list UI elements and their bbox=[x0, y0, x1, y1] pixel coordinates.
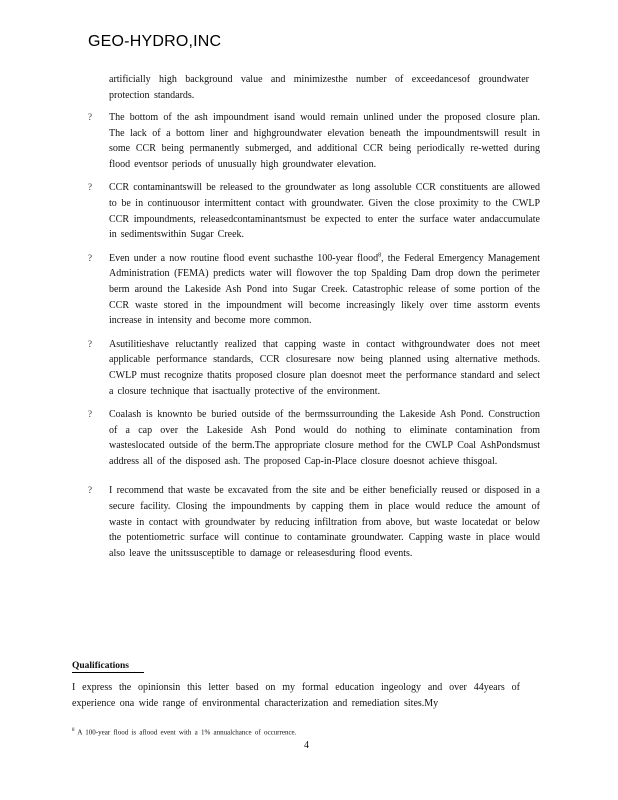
company-header: GEO-HYDRO,INC bbox=[88, 33, 222, 50]
bullet-marker-icon: ? bbox=[88, 112, 92, 122]
bullet-text: , the Federal Emergency Management Administration (FEMA) predicts water will flowover the top Spalding Dam drop down the perimeter berm around the Lakeside Ash Pond into Sugar Creek. Catastrophic release of some portion of the CCR waste stored in the impoundment will become increasingly likely over time asstorm events increase in intensity and become more common. bbox=[109, 252, 540, 327]
footnote-text: A 100-year flood is aflood event with a 1% annualchance of occurrence. bbox=[77, 728, 297, 737]
bullet-item bbox=[88, 407, 540, 469]
bullet-text: Coalash is knownto be buried outside of the bermssurrounding the Lakeside Ash Pond. Construction of a cap over the Lakeside Ash Pond would do nothing to eliminate contamination from wasteslocated outside of the berm.The appropriate closure method for the CWLP Coal AshPondsmust address all of the disposed ash. The proposed Cap-in-Place closure doesnot achieve thisgoal. bbox=[109, 409, 540, 467]
bullet-item bbox=[88, 337, 540, 399]
bullet-text: CCR contaminantswill be released to the groundwater as long assoluble CCR constituents are allowed to be in continuousor intermittent contact with groundwater. Given the close proximity to the CWLP CCR impoundments, releasedcontaminantsmust be expected to enter the surface water andaccumulate in sedimentswithin Sugar Creek. bbox=[109, 182, 540, 241]
bullet-marker-icon: ? bbox=[88, 485, 92, 496]
qualifications-heading: Qualifications bbox=[72, 661, 144, 673]
page-number: 4 bbox=[304, 740, 309, 751]
qualifications-paragraph: I express the opinionsin this letter based on my formal education ingeology and over 44years of experience ona wide range of environmental characterization and remediation sites.My bbox=[72, 682, 520, 709]
bullet-text: Even under a now routine flood event suchasthe 100-year flood bbox=[109, 252, 379, 264]
bullet-item bbox=[88, 483, 540, 561]
bullet-item bbox=[88, 251, 540, 329]
bullet-text: The bottom of the ash impoundment isand would remain unlined under the proposed closure plan. The lack of a bottom liner and highgroundwater elevation beneath the impoundmentswill result in some CCR being permanently submerged, and additional CCR being periodically re-wetted during flood eventsor periods of unusually high groundwater elevation. bbox=[109, 112, 540, 170]
footnote bbox=[72, 728, 296, 736]
bullet-text: I recommend that waste be excavated from the site and be either beneficially reused or disposed in a secure facility. Closing the impoundments by capping them in place would reduce the amount of waste in contact with groundwater by reducing infiltration from above, but waste locatedat or below the potentiometric surface will continue to contaminate groundwater. Capping waste in place would also leave the unitssusceptible to damage or releasesduring flood events. bbox=[109, 485, 540, 559]
bullet-item bbox=[88, 110, 540, 172]
bullet-text: Asutilitieshave reluctantly realized that capping waste in contact withgroundwater does not meet applicable performance standards, CCR closuresare now being planned using alternative methods. CWLP must recognize thatits proposed closure plan doesnot meet the performance standard and select a closure technique that isactually protective of the environment. bbox=[109, 338, 540, 397]
bullet-marker-icon: ? bbox=[88, 182, 92, 193]
bullet-list bbox=[88, 110, 540, 569]
bullet-item bbox=[88, 180, 540, 242]
bullet-marker-icon: ? bbox=[88, 252, 92, 263]
continuation-paragraph: artificially high background value and minimizesthe number of exceedancesof groundwater protection standards. bbox=[109, 74, 529, 101]
bullet-marker-icon: ? bbox=[88, 338, 92, 349]
footnote-number: 8 bbox=[72, 728, 75, 733]
footnote-reference: 8 bbox=[378, 252, 382, 259]
bullet-marker-icon: ? bbox=[88, 409, 92, 420]
